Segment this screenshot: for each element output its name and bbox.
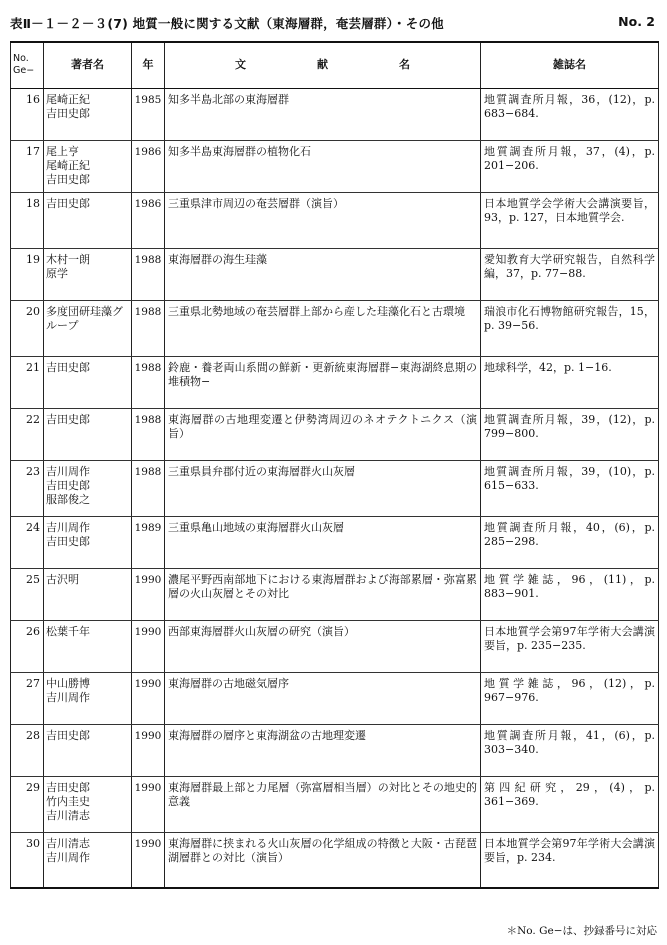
column-header-title: 文 献 名 — [165, 42, 481, 88]
row-number: 22 — [11, 408, 44, 460]
table-header-row — [11, 42, 659, 88]
author-cell: 尾上亨 尾崎正紀 吉田史郎 — [44, 140, 132, 192]
column-header-year: 年 — [132, 42, 165, 88]
row-number: 26 — [11, 620, 44, 672]
year-cell: 1985 — [132, 88, 165, 140]
row-number: 27 — [11, 672, 44, 724]
title-cell: 知多半島東海層群の植物化石 — [165, 140, 481, 192]
table-row — [11, 568, 659, 620]
journal-cell: 瑞浪市化石博物館研究報告，15，p. 39−56. — [481, 300, 659, 356]
year-cell: 1990 — [132, 620, 165, 672]
row-number: 28 — [11, 724, 44, 776]
journal-cell: 日本地質学会学術大会講演要旨，93，p. 127，日本地質学会. — [481, 192, 659, 248]
title-cell: 三重県亀山地域の東海層群火山灰層 — [165, 516, 481, 568]
table-row — [11, 460, 659, 516]
title-cell: 知多半島北部の東海層群 — [165, 88, 481, 140]
title-cell: 三重県津市周辺の奄芸層群（演旨） — [165, 192, 481, 248]
row-number: 19 — [11, 248, 44, 300]
year-cell: 1990 — [132, 672, 165, 724]
table-row — [11, 620, 659, 672]
row-number: 17 — [11, 140, 44, 192]
author-cell: 尾崎正紀 吉田史郎 — [44, 88, 132, 140]
column-header-journal: 雑誌名 — [481, 42, 659, 88]
year-cell: 1989 — [132, 516, 165, 568]
title-cell: 東海層群の層序と東海湖盆の古地理変遷 — [165, 724, 481, 776]
year-cell: 1990 — [132, 568, 165, 620]
title-cell: 東海層群に挟まれる火山灰層の化学組成の特徴と大阪・古琵琶湖層群との対比（演旨） — [165, 832, 481, 888]
journal-cell: 地質調査所月報，36，(12)，p. 683−684. — [481, 88, 659, 140]
title-cell: 鈴鹿・養老両山系間の鮮新・更新統東海層群−東海湖終息期の堆積物− — [165, 356, 481, 408]
table-row — [11, 516, 659, 568]
author-cell: 吉田史郎 — [44, 724, 132, 776]
row-number: 20 — [11, 300, 44, 356]
author-cell: 吉田史郎 — [44, 408, 132, 460]
year-cell: 1988 — [132, 408, 165, 460]
author-cell: 吉川周作 吉田史郎 服部俊之 — [44, 460, 132, 516]
table-row — [11, 140, 659, 192]
footnote: ＊No. Ge−は、抄録番号に対応 — [506, 925, 657, 937]
row-number: 24 — [11, 516, 44, 568]
author-cell: 木村一朗 原学 — [44, 248, 132, 300]
title-cell: 三重県員弁郡付近の東海層群火山灰層 — [165, 460, 481, 516]
row-number: 16 — [11, 88, 44, 140]
journal-cell: 地球科学，42，p. 1−16. — [481, 356, 659, 408]
year-cell: 1990 — [132, 832, 165, 888]
table-row — [11, 192, 659, 248]
title-cell: 東海層群最上部と力尾層（弥富層相当層）の対比とその地史的意義 — [165, 776, 481, 832]
year-cell: 1988 — [132, 460, 165, 516]
author-cell: 中山勝博 吉川周作 — [44, 672, 132, 724]
journal-cell: 地質調査所月報，39，(12)，p. 799−800. — [481, 408, 659, 460]
table-row — [11, 672, 659, 724]
year-cell: 1986 — [132, 140, 165, 192]
author-cell: 古沢明 — [44, 568, 132, 620]
journal-cell: 地質調査所月報，39，(10)，p. 615−633. — [481, 460, 659, 516]
year-cell: 1988 — [132, 356, 165, 408]
journal-cell: 地質調査所月報，40，(6)，p. 285−298. — [481, 516, 659, 568]
table-row — [11, 724, 659, 776]
table-row — [11, 356, 659, 408]
author-cell: 吉田史郎 — [44, 192, 132, 248]
row-number: 30 — [11, 832, 44, 888]
year-cell: 1986 — [132, 192, 165, 248]
title-cell: 濃尾平野西南部地下における東海層群および海部累層・弥富累層の火山灰層とその対比 — [165, 568, 481, 620]
journal-cell: 地質調査所月報，41，(6)，p. 303−340. — [481, 724, 659, 776]
year-cell: 1990 — [132, 724, 165, 776]
column-header-author: 著者名 — [44, 42, 132, 88]
title-cell: 三重県北勢地域の奄芸層群上部から産した珪藻化石と古環境 — [165, 300, 481, 356]
author-cell: 吉田史郎 竹内圭史 吉川清志 — [44, 776, 132, 832]
author-cell: 吉川清志 吉川周作 — [44, 832, 132, 888]
table-row — [11, 832, 659, 888]
author-cell: 吉川周作 吉田史郎 — [44, 516, 132, 568]
row-number: 18 — [11, 192, 44, 248]
reference-table — [10, 41, 659, 889]
journal-cell: 地質学雑誌，96，(11)，p. 883−901. — [481, 568, 659, 620]
table-row — [11, 408, 659, 460]
year-cell: 1988 — [132, 248, 165, 300]
author-cell: 松葉千年 — [44, 620, 132, 672]
row-number: 25 — [11, 568, 44, 620]
table-row — [11, 88, 659, 140]
table-row — [11, 300, 659, 356]
column-header-no: No. Ge− — [11, 42, 44, 88]
row-number: 21 — [11, 356, 44, 408]
journal-cell: 地質学雑誌，96，(12)，p. 967−976. — [481, 672, 659, 724]
author-cell: 多度団研珪藻グループ — [44, 300, 132, 356]
title-cell: 東海層群の古地磁気層序 — [165, 672, 481, 724]
journal-cell: 愛知教育大学研究報告，自然科学編，37，p. 77−88. — [481, 248, 659, 300]
table-row — [11, 776, 659, 832]
title-cell: 西部東海層群火山灰層の研究（演旨） — [165, 620, 481, 672]
row-number: 29 — [11, 776, 44, 832]
author-cell: 吉田史郎 — [44, 356, 132, 408]
journal-cell: 地質調査所月報，37，(4)，p. 201−206. — [481, 140, 659, 192]
title-cell: 東海層群の海生珪藻 — [165, 248, 481, 300]
page-number: No. 2 — [618, 14, 655, 29]
journal-cell: 日本地質学会第97年学術大会講演要旨，p. 235−235. — [481, 620, 659, 672]
journal-cell: 第四紀研究，29，(4)，p. 361−369. — [481, 776, 659, 832]
title-cell: 東海層群の古地理変遷と伊勢湾周辺のネオテクトニクス（演旨） — [165, 408, 481, 460]
year-cell: 1988 — [132, 300, 165, 356]
journal-cell: 日本地質学会第97年学術大会講演要旨，p. 234. — [481, 832, 659, 888]
page-title: 表Ⅱ－１－２－３(7) 地質一般に関する文献（東海層群，奄芸層群）・その他 — [10, 16, 444, 31]
table-row — [11, 248, 659, 300]
row-number: 23 — [11, 460, 44, 516]
year-cell: 1990 — [132, 776, 165, 832]
